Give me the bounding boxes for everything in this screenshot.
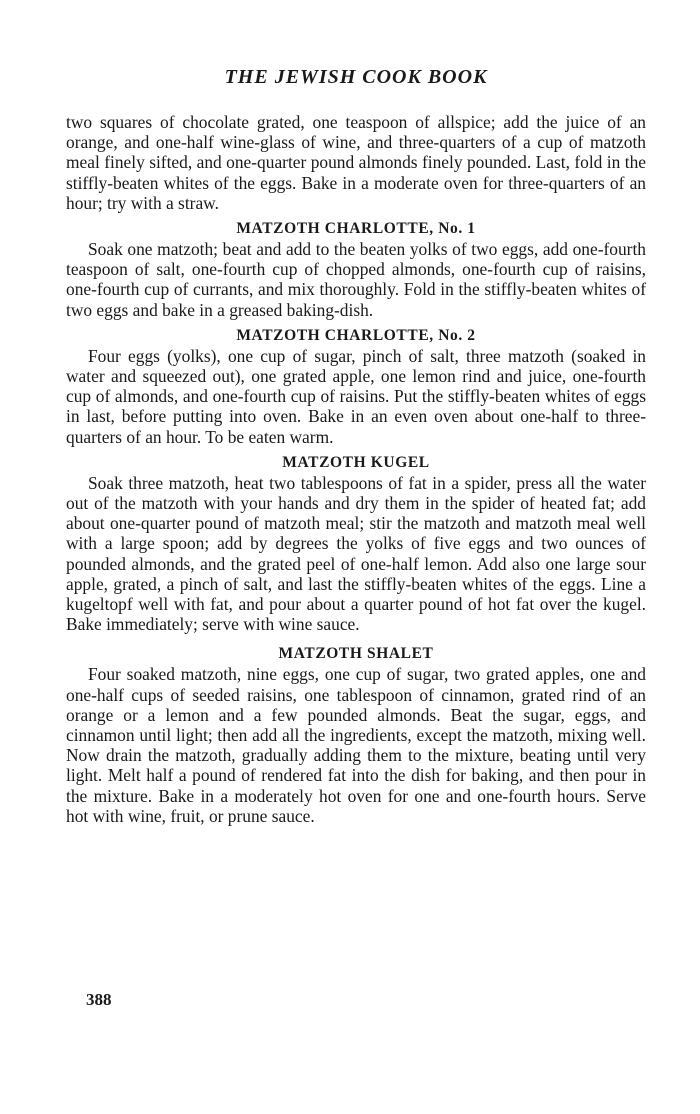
recipe-body-charlotte-1: Soak one matzoth; beat and add to the beaten yolks of two eggs, add one-fourth teaspoon of salt, one-fourth cup of chopped almonds, one-fourth cup of raisins, one-fourth cup of currants, and mix thoroughly. Fold in the stiffly-beaten whites of two eggs and bake in a greased baking-dish. <box>66 239 646 320</box>
continuation-paragraph: two squares of chocolate grated, one teaspoon of allspice; add the juice of an orange, and one-half wine-glass of wine, and three-quarters of a cup of matzoth meal finely sifted, and one-quarter pound almonds finely pounded. Last, fold in the stiffly-beaten whites of the eggs. Bake in a moderate oven for three-quarters of an hour; try with a straw. <box>66 112 646 213</box>
recipe-title-charlotte-1: MATZOTH CHARLOTTE, No. 1 <box>236 220 476 238</box>
recipe-title-shalet: MATZOTH SHALET <box>278 645 434 663</box>
recipe-body-shalet: Four soaked matzoth, nine eggs, one cup of sugar, two grated apples, one and one-half cups of seeded raisins, one tablespoon of cinnamon, grated rind of an orange or a lemon and a few pounded almonds. Beat the sugar, eggs, and cinnamon until light; then add all the ingredients, except the matzoth, mixing well. Now drain the matzoth, gradually adding them to the mixture, beating until very light. Melt half a pound of rendered fat into the dish for baking, and then pour in the mixture. Bake in a moderately hot oven for one and one-fourth hours. Serve hot with wine, fruit, or prune sauce. <box>66 664 646 826</box>
recipe-title-kugel: MATZOTH KUGEL <box>282 453 430 471</box>
recipe-body-kugel: Soak three matzoth, heat two tablespoons of fat in a spider, press all the water out of the matzoth with your hands and dry them in the spider of heated fat; add about one-quarter pound of matzoth meal; stir the matzoth and matzoth meal well with a large spoon; add by degrees the yolks of five eggs and two ounces of pounded almonds, and the grated peel of one-half lemon. Add also one large sour apple, grated, a pinch of salt, and last the stiffly-beaten whites of the eggs. Line a kugeltopf well with fat, and pour about a quarter pound of hot fat over the kugel. Bake immediately; serve with wine sauce. <box>66 472 646 635</box>
recipe-title-charlotte-2: MATZOTH CHARLOTTE, No. 2 <box>236 326 476 344</box>
page-body <box>66 112 646 826</box>
running-head: THE JEWISH COOK BOOK <box>224 66 488 88</box>
recipe-body-charlotte-2: Four eggs (yolks), one cup of sugar, pinch of salt, three matzoth (soaked in water and squeezed out), one grated apple, one lemon rind and juice, one-fourth cup of almonds, and one-fourth cup of raisins. Put the stiffly-beaten whites of eggs in last, before putting into oven. Bake in an even oven about one-half to three-quarters of an hour. To be eaten warm. <box>66 345 646 447</box>
page-number: 388 <box>86 990 112 1009</box>
